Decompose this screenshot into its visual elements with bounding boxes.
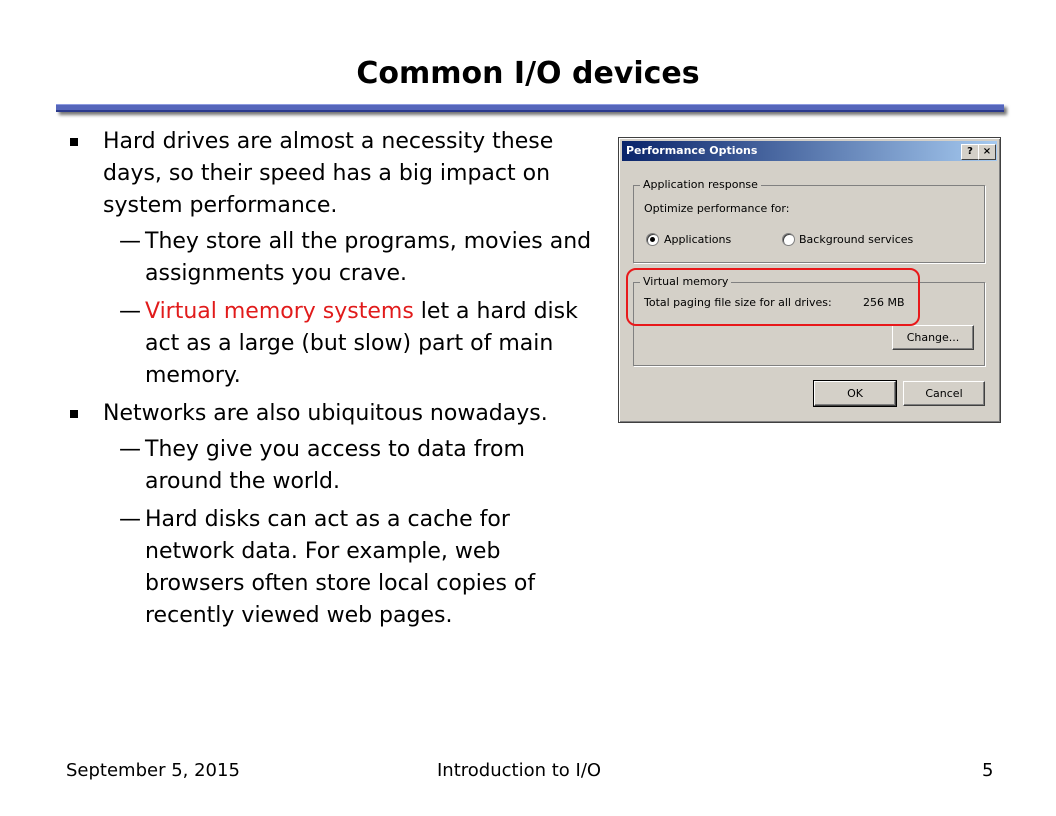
bullet-item bbox=[66, 398, 598, 430]
footer-page-number: 5 bbox=[982, 760, 994, 781]
close-button[interactable]: × bbox=[978, 144, 996, 160]
sub-bullet-item bbox=[66, 434, 598, 498]
slide-body bbox=[66, 126, 598, 638]
footer-date: September 5, 2015 bbox=[66, 760, 240, 781]
paging-file-value: 256 MB bbox=[863, 296, 905, 309]
applications-radio[interactable] bbox=[646, 233, 659, 246]
square-bullet-icon bbox=[70, 138, 78, 146]
optimize-label: Optimize performance for: bbox=[644, 202, 790, 215]
bullet-text: Networks are also ubiquitous nowadays. bbox=[103, 401, 548, 426]
footer-course: Introduction to I/O bbox=[437, 760, 602, 781]
dash-bullet-icon: — bbox=[119, 229, 141, 254]
sub-bullet-text: They give you access to data from around the world. bbox=[145, 437, 525, 494]
paging-file-label: Total paging file size for all drives: bbox=[644, 296, 832, 309]
background-services-radio[interactable] bbox=[782, 233, 795, 246]
dash-bullet-icon: — bbox=[119, 299, 141, 324]
help-button[interactable]: ? bbox=[961, 144, 979, 160]
background-services-label[interactable]: Background services bbox=[799, 233, 914, 246]
applications-radio-label[interactable]: Applications bbox=[664, 233, 732, 246]
dialog-titlebar bbox=[622, 141, 997, 161]
title-divider bbox=[56, 104, 1004, 112]
dash-bullet-icon: — bbox=[119, 507, 141, 532]
highlighted-term: Virtual memory systems bbox=[145, 299, 414, 324]
dash-bullet-icon: — bbox=[119, 437, 141, 462]
sub-bullet-text: Hard disks can act as a cache for network data. For example, web browsers often store local copies of recently viewed web pages. bbox=[145, 507, 536, 628]
cancel-button[interactable]: Cancel bbox=[903, 381, 985, 406]
sub-bullet-item bbox=[66, 226, 598, 290]
change-button[interactable]: Change... bbox=[892, 325, 974, 350]
application-response-group bbox=[633, 178, 985, 263]
sub-bullet-item bbox=[66, 296, 598, 392]
radio-selected-dot bbox=[650, 237, 655, 242]
bullet-item bbox=[66, 126, 598, 222]
dialog-title: Performance Options bbox=[626, 144, 758, 157]
ok-button[interactable]: OK bbox=[814, 381, 896, 406]
square-bullet-icon bbox=[70, 410, 78, 418]
sub-bullet-text: let a hard disk act as a large (but slow) part of main memory. bbox=[145, 299, 578, 388]
group-label: Application response bbox=[640, 178, 761, 191]
slide-title: Common I/O devices bbox=[356, 56, 700, 91]
sub-bullet-item bbox=[66, 504, 598, 632]
group-label: Virtual memory bbox=[640, 275, 731, 288]
highlight-annotation bbox=[626, 268, 920, 326]
bullet-text: Hard drives are almost a necessity these days, so their speed has a big impact on system performance. bbox=[103, 129, 554, 218]
sub-bullet-text: They store all the programs, movies and assignments you crave. bbox=[145, 229, 592, 286]
